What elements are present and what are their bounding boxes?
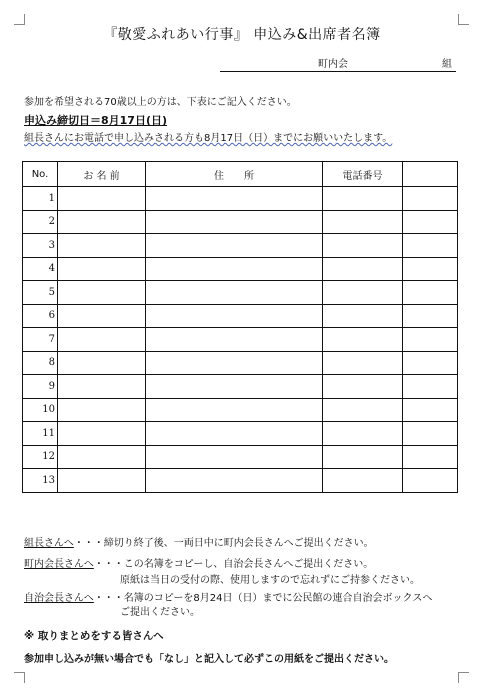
cell-extra[interactable] [403, 328, 458, 352]
header-extra [403, 162, 458, 187]
cell-phone[interactable] [323, 328, 403, 352]
cell-no [23, 281, 58, 305]
cell-extra[interactable] [403, 304, 458, 328]
cell-name[interactable] [58, 398, 146, 422]
phone-note: 組長さんにお電話で申し込みされる方も8月17日（日）までにお願いいたします。 [24, 133, 393, 144]
roster-table [22, 161, 458, 493]
cell-extra[interactable] [403, 469, 458, 493]
cell-no [23, 210, 58, 234]
row-number: 2 [48, 216, 55, 228]
notice-text [24, 650, 394, 665]
cell-phone[interactable] [323, 187, 403, 211]
cell-no [23, 187, 58, 211]
row-number: 8 [48, 357, 55, 369]
cell-no [23, 469, 58, 493]
cell-name[interactable] [58, 422, 146, 446]
cell-name[interactable] [58, 187, 146, 211]
cell-extra[interactable] [403, 187, 458, 211]
table-row [23, 210, 458, 234]
cell-address[interactable] [146, 187, 323, 211]
cell-extra[interactable] [403, 257, 458, 281]
cell-name[interactable] [58, 351, 146, 375]
table-row [23, 257, 458, 281]
cell-no [23, 304, 58, 328]
cell-address[interactable] [146, 398, 323, 422]
header-name: お 名 前 [58, 162, 146, 187]
cell-address[interactable] [146, 469, 323, 493]
crop-mark-bottom-left [14, 672, 25, 683]
crop-mark-bottom-right [458, 672, 469, 683]
cell-address[interactable] [146, 257, 323, 281]
footer-jichi [24, 589, 432, 604]
cell-phone[interactable] [323, 210, 403, 234]
cell-extra[interactable] [403, 445, 458, 469]
cell-phone[interactable] [323, 422, 403, 446]
town-label: 町内会 [318, 59, 348, 70]
cell-no [23, 257, 58, 281]
footer-jichi-2: ご提出ください。 [120, 607, 200, 618]
cell-extra[interactable] [403, 210, 458, 234]
table-row [23, 351, 458, 375]
table-row [23, 187, 458, 211]
cell-name[interactable] [58, 210, 146, 234]
cell-no [23, 422, 58, 446]
cell-name[interactable] [58, 234, 146, 258]
header-phone: 電話番号 [323, 162, 403, 187]
page-title: 『敬愛ふれあい行事』 申込み&出席者名簿 [103, 27, 381, 43]
row-number: 1 [48, 192, 55, 204]
row-number: 11 [42, 427, 55, 439]
table-header-row [23, 162, 458, 187]
cell-phone[interactable] [323, 351, 403, 375]
cell-no [23, 445, 58, 469]
group-label: 組 [442, 59, 452, 70]
table-row [23, 469, 458, 493]
cell-name[interactable] [58, 257, 146, 281]
cell-phone[interactable] [323, 445, 403, 469]
row-number: 10 [42, 404, 55, 416]
cell-address[interactable] [146, 351, 323, 375]
cell-phone[interactable] [323, 257, 403, 281]
cell-name[interactable] [58, 304, 146, 328]
cell-extra[interactable] [403, 234, 458, 258]
cell-extra[interactable] [403, 281, 458, 305]
footer-chonai [24, 555, 373, 570]
chonai-label: 町内会長さんへ [24, 559, 94, 570]
cell-extra[interactable] [403, 422, 458, 446]
kumicho-label: 組長さんへ [24, 538, 74, 549]
row-number: 13 [42, 474, 55, 486]
cell-phone[interactable] [323, 304, 403, 328]
cell-phone[interactable] [323, 234, 403, 258]
chonai-text: ・・・この名簿をコピーし、自治会長さんへご提出ください。 [93, 559, 374, 570]
table-row [23, 398, 458, 422]
row-number: 6 [48, 310, 55, 322]
table-row [23, 304, 458, 328]
cell-extra[interactable] [403, 398, 458, 422]
cell-address[interactable] [146, 422, 323, 446]
deadline-text: 申込み締切日＝8月17日(日) [24, 114, 168, 127]
cell-address[interactable] [146, 210, 323, 234]
cell-phone[interactable] [323, 375, 403, 399]
cell-no [23, 234, 58, 258]
cell-no [23, 328, 58, 352]
cell-address[interactable] [146, 304, 323, 328]
table-row [23, 328, 458, 352]
table-row [23, 375, 458, 399]
cell-phone[interactable] [323, 281, 403, 305]
footer-chonai-2: 原紙は当日の受付の際、使用しますので忘れずにご持参ください。 [120, 575, 420, 586]
cell-name[interactable] [58, 281, 146, 305]
cell-extra[interactable] [403, 375, 458, 399]
table-row [23, 281, 458, 305]
cell-no [23, 398, 58, 422]
notice-text-content: 参加申し込みが無い場合でも「なし」と記入して必ずこの用紙をご提出ください。 [24, 654, 394, 665]
row-number: 3 [48, 239, 55, 251]
cell-address[interactable] [146, 328, 323, 352]
town-group-line [220, 57, 456, 72]
cell-name[interactable] [58, 375, 146, 399]
cell-name[interactable] [58, 328, 146, 352]
table-row [23, 422, 458, 446]
table-row [23, 234, 458, 258]
row-number: 9 [48, 380, 55, 392]
notice-heading: ※ 取りまとめをする皆さんへ [24, 630, 164, 642]
row-number: 5 [48, 286, 55, 298]
header-address: 住 所 [146, 162, 323, 187]
row-number: 4 [48, 263, 55, 275]
cell-name[interactable] [58, 445, 146, 469]
cell-name[interactable] [58, 469, 146, 493]
cell-address[interactable] [146, 234, 323, 258]
row-number: 7 [48, 333, 55, 345]
cell-extra[interactable] [403, 351, 458, 375]
cell-address[interactable] [146, 281, 323, 305]
table-row [23, 445, 458, 469]
header-no: No. [23, 162, 58, 187]
cell-no [23, 351, 58, 375]
cell-no [23, 375, 58, 399]
cell-phone[interactable] [323, 469, 403, 493]
jichi-text: ・・・名簿のコピーを8月24日（日）までに公民館の連合自治会ボックスへ [93, 593, 433, 604]
kumicho-text: ・・・締切り終了後、一両日中に町内会長さんへご提出ください。 [73, 538, 374, 549]
jichi-label: 自治会長さんへ [24, 593, 94, 604]
footer-kumicho [24, 534, 374, 549]
cell-phone[interactable] [323, 398, 403, 422]
row-number: 12 [42, 451, 55, 463]
cell-address[interactable] [146, 445, 323, 469]
cell-address[interactable] [146, 375, 323, 399]
intro-text: 参加を希望される70歳以上の方は、下表にご記入ください。 [24, 97, 297, 108]
